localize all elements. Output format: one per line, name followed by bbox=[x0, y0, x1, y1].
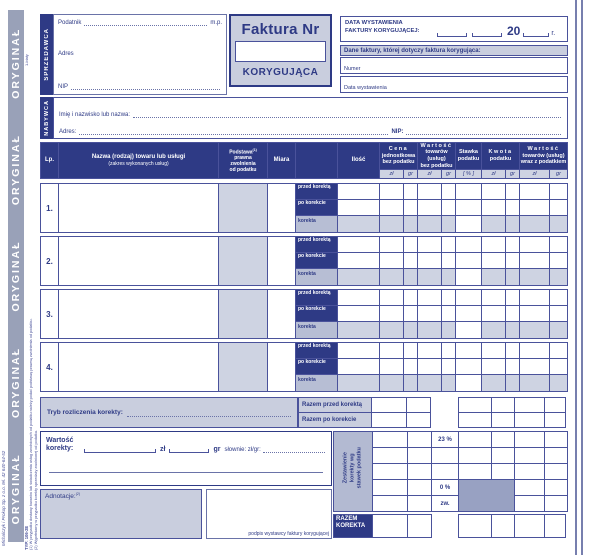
copy-label: ORYGINAŁ bbox=[10, 346, 22, 418]
cell[interactable] bbox=[380, 184, 403, 199]
cell[interactable] bbox=[418, 253, 441, 268]
cell[interactable] bbox=[520, 359, 549, 374]
podstawa-cell[interactable] bbox=[219, 237, 267, 285]
cell[interactable] bbox=[515, 413, 544, 427]
cell[interactable] bbox=[515, 480, 544, 495]
cell[interactable] bbox=[442, 306, 455, 321]
cell bbox=[338, 322, 379, 338]
unit-gr: gr bbox=[506, 170, 519, 178]
podatnik-label: Podatnik bbox=[58, 20, 82, 26]
cell[interactable] bbox=[520, 343, 549, 358]
unit-gr: gr bbox=[404, 170, 417, 178]
buyer-nip-line[interactable] bbox=[406, 127, 561, 135]
ref-date-input[interactable] bbox=[340, 76, 568, 93]
cell[interactable] bbox=[482, 200, 505, 215]
col-kwota: Kwota podatku bbox=[482, 143, 519, 169]
cell bbox=[550, 375, 567, 391]
cell[interactable] bbox=[373, 515, 407, 537]
cell bbox=[506, 322, 519, 338]
col-podstawa: Podstawa$^{(1)}$ prawna zwolnienia od podatku bbox=[219, 143, 267, 178]
cell bbox=[442, 216, 455, 232]
cell[interactable] bbox=[550, 343, 567, 358]
miara-cell[interactable] bbox=[268, 184, 295, 232]
table-row bbox=[40, 236, 568, 286]
buyer-section-label bbox=[40, 97, 53, 139]
ref-date-label: Data wystawienia bbox=[344, 85, 387, 91]
cell bbox=[380, 269, 403, 285]
cell[interactable] bbox=[373, 480, 407, 495]
label-przed-korekta: przed korektą bbox=[296, 290, 337, 305]
cell[interactable] bbox=[404, 290, 417, 305]
zl-label: zł bbox=[160, 446, 166, 454]
cell[interactable] bbox=[545, 464, 567, 479]
table-row bbox=[40, 183, 568, 233]
cell[interactable] bbox=[456, 237, 481, 252]
cell[interactable] bbox=[506, 253, 519, 268]
cell[interactable] bbox=[380, 200, 403, 215]
cell[interactable] bbox=[408, 515, 431, 537]
cell[interactable] bbox=[506, 184, 519, 199]
cell[interactable] bbox=[520, 253, 549, 268]
nazwa-cell[interactable] bbox=[59, 343, 218, 391]
label-po-korekcie: po korekcie bbox=[296, 306, 337, 321]
cell[interactable] bbox=[380, 343, 403, 358]
label-korekta: korekta bbox=[296, 375, 337, 391]
cell[interactable] bbox=[459, 413, 491, 427]
cell bbox=[520, 216, 549, 232]
issue-date-box bbox=[340, 16, 568, 42]
miara-cell[interactable] bbox=[268, 343, 295, 391]
tryb-box bbox=[40, 397, 298, 428]
cell[interactable] bbox=[456, 290, 481, 305]
podatnik-line[interactable] bbox=[84, 18, 207, 26]
podstawa-cell[interactable] bbox=[219, 343, 267, 391]
cell bbox=[404, 216, 417, 232]
podstawa-cell[interactable] bbox=[219, 184, 267, 232]
cell[interactable] bbox=[456, 359, 481, 374]
cell bbox=[404, 269, 417, 285]
cell[interactable] bbox=[373, 448, 407, 463]
col-wartosc-bez: Wartość towarów (usług) bez podatku bbox=[418, 143, 455, 169]
cell[interactable] bbox=[459, 432, 491, 447]
issue-date-label-l2: FAKTURY KORYGUJĄCEJ: bbox=[345, 28, 420, 34]
cell[interactable] bbox=[482, 184, 505, 199]
cell[interactable] bbox=[418, 290, 441, 305]
gr-label: gr bbox=[213, 446, 221, 454]
cell[interactable] bbox=[338, 306, 379, 321]
cell bbox=[520, 269, 549, 285]
rate-cell[interactable] bbox=[432, 464, 458, 479]
cell bbox=[442, 269, 455, 285]
razem-korekta-left bbox=[333, 514, 432, 538]
cell bbox=[482, 322, 505, 338]
cell bbox=[506, 216, 519, 232]
cell bbox=[338, 269, 379, 285]
cell[interactable] bbox=[550, 237, 567, 252]
cell[interactable] bbox=[482, 237, 505, 252]
label-po-korekcie: po korekcie bbox=[296, 359, 337, 374]
cell bbox=[418, 375, 441, 391]
col-ilosc: Ilość bbox=[338, 143, 379, 178]
cell[interactable] bbox=[482, 343, 505, 358]
wartosc-zl-field[interactable] bbox=[84, 445, 156, 453]
cell[interactable] bbox=[550, 359, 567, 374]
buyer-adres-label: Adres: bbox=[59, 129, 77, 135]
cell bbox=[418, 269, 441, 285]
perforation-line bbox=[575, 0, 577, 555]
rate-cell[interactable] bbox=[432, 448, 458, 463]
row-number: 4. bbox=[41, 343, 58, 391]
cell[interactable] bbox=[338, 237, 379, 252]
label-po-korekcie: po korekcie bbox=[296, 200, 337, 215]
cell bbox=[506, 375, 519, 391]
cell bbox=[418, 322, 441, 338]
wartosc-gr-field[interactable] bbox=[169, 445, 209, 453]
cell bbox=[418, 216, 441, 232]
cell[interactable] bbox=[372, 413, 406, 427]
cell[interactable] bbox=[482, 359, 505, 374]
cell[interactable] bbox=[380, 359, 403, 374]
cell[interactable] bbox=[492, 432, 514, 447]
miara-cell[interactable] bbox=[268, 237, 295, 285]
cell[interactable] bbox=[550, 290, 567, 305]
cell[interactable] bbox=[515, 464, 544, 479]
razem-po-label: Razem po korekcie bbox=[299, 413, 371, 427]
cell[interactable] bbox=[418, 306, 441, 321]
cell[interactable] bbox=[506, 290, 519, 305]
cell bbox=[550, 322, 567, 338]
footnote-2: (2) Wypełniamy w przypadku korekty sprzedaży zwolnionej od podatku. bbox=[34, 429, 38, 550]
adnotacje-box[interactable] bbox=[40, 489, 202, 539]
cell[interactable] bbox=[550, 306, 567, 321]
cell[interactable] bbox=[380, 290, 403, 305]
date-month-field[interactable] bbox=[472, 29, 502, 37]
cell[interactable] bbox=[515, 496, 544, 511]
cell[interactable] bbox=[404, 306, 417, 321]
cell bbox=[380, 322, 403, 338]
podstawa-cell[interactable] bbox=[219, 290, 267, 338]
label-przed-korekta: przed korektą bbox=[296, 343, 337, 358]
nazwa-cell[interactable] bbox=[59, 290, 218, 338]
buyer-adres-line[interactable] bbox=[79, 127, 388, 135]
cell[interactable] bbox=[338, 200, 379, 215]
miara-cell[interactable] bbox=[268, 290, 295, 338]
cell[interactable] bbox=[492, 515, 514, 537]
cell[interactable] bbox=[418, 200, 441, 215]
cell bbox=[482, 269, 505, 285]
wartosc-korekty-label: Wartość korekty: bbox=[46, 437, 74, 453]
tryb-line[interactable] bbox=[127, 409, 291, 417]
cell bbox=[404, 322, 417, 338]
col-miara: Miara bbox=[268, 143, 295, 178]
col-nazwa: Nazwa (rodzaj) towaru lub usługi (zakres wykonanych usług) bbox=[59, 143, 218, 178]
cell bbox=[404, 375, 417, 391]
form-type-code: TYP: 106-2E bbox=[24, 525, 29, 550]
rate-cell: zw. bbox=[432, 496, 458, 511]
cell[interactable] bbox=[418, 343, 441, 358]
cell[interactable] bbox=[515, 398, 544, 412]
unit-zl: zł bbox=[380, 170, 403, 178]
buyer-box bbox=[53, 97, 568, 139]
cell bbox=[520, 322, 549, 338]
cell bbox=[506, 269, 519, 285]
cell[interactable] bbox=[404, 359, 417, 374]
seller-adres-label: Adres bbox=[58, 51, 74, 57]
cell[interactable] bbox=[482, 253, 505, 268]
publisher-mark: Michalczyk i Prokop Sp. z o.o. tel. 42 640-64-52 bbox=[1, 450, 6, 546]
row-number: 2. bbox=[41, 237, 58, 285]
invoice-subtitle: KORYGUJĄCA bbox=[242, 67, 319, 78]
zestawienie-label: Zestawienie korekty wg stawek podatku bbox=[334, 432, 372, 511]
cell[interactable] bbox=[456, 253, 481, 268]
cell bbox=[338, 375, 379, 391]
copy-code: 1-biały bbox=[24, 54, 29, 66]
nazwa-cell[interactable] bbox=[59, 184, 218, 232]
date-year-field[interactable] bbox=[523, 29, 549, 37]
cell[interactable] bbox=[338, 359, 379, 374]
col-lp: Lp. bbox=[41, 143, 58, 178]
cell[interactable] bbox=[408, 480, 431, 495]
cell[interactable] bbox=[442, 200, 455, 215]
ref-number-label: Numer bbox=[344, 66, 361, 72]
cell[interactable] bbox=[545, 448, 567, 463]
year-suffix: r. bbox=[551, 30, 556, 37]
cell[interactable] bbox=[492, 448, 514, 463]
adnotacje-label: Adnotacje:$^{(2)}$ bbox=[45, 492, 80, 501]
buyer-section-text: NABYWCA bbox=[43, 100, 50, 136]
issue-date-label bbox=[345, 20, 437, 35]
cell bbox=[520, 375, 549, 391]
label-przed-korekta: przed korektą bbox=[296, 237, 337, 252]
unit-gr: gr bbox=[442, 170, 455, 178]
unit-pct: [ % ] bbox=[456, 170, 481, 178]
signature-box[interactable] bbox=[206, 489, 332, 539]
row-number: 1. bbox=[41, 184, 58, 232]
rate-cell: 0 % bbox=[432, 480, 458, 495]
cell bbox=[482, 216, 505, 232]
cell[interactable] bbox=[456, 184, 481, 199]
cell[interactable] bbox=[545, 398, 565, 412]
cell[interactable] bbox=[380, 306, 403, 321]
col-korekta-labels bbox=[296, 143, 337, 178]
cell[interactable] bbox=[442, 253, 455, 268]
cell[interactable] bbox=[515, 432, 544, 447]
cell[interactable] bbox=[404, 253, 417, 268]
tryb-label: Tryb rozliczenia korekty: bbox=[47, 409, 123, 416]
cell[interactable] bbox=[545, 413, 565, 427]
invoice-title: Faktura Nr bbox=[241, 21, 320, 38]
seller-box bbox=[53, 14, 227, 95]
ref-number-input[interactable] bbox=[340, 57, 568, 74]
buyer-nip-label: NIP: bbox=[391, 129, 404, 135]
razem-korekta-right bbox=[458, 514, 566, 538]
unit-zl: zł bbox=[520, 170, 549, 178]
cell[interactable] bbox=[380, 253, 403, 268]
cell[interactable] bbox=[545, 496, 567, 511]
cell[interactable] bbox=[456, 216, 481, 232]
cell[interactable] bbox=[442, 359, 455, 374]
cell[interactable] bbox=[407, 413, 430, 427]
copy-strip-labels bbox=[8, 10, 24, 542]
cell[interactable] bbox=[459, 398, 491, 412]
label-korekta: korekta bbox=[296, 216, 337, 232]
cell[interactable] bbox=[338, 290, 379, 305]
cell[interactable] bbox=[456, 269, 481, 285]
cell[interactable] bbox=[515, 448, 544, 463]
issue-date-label-l1: DATA WYSTAWIENIA bbox=[345, 20, 403, 27]
cell[interactable] bbox=[482, 306, 505, 321]
cell[interactable] bbox=[407, 398, 430, 412]
cell[interactable] bbox=[506, 200, 519, 215]
cell[interactable] bbox=[442, 237, 455, 252]
copy-label: ORYGINAŁ bbox=[10, 134, 22, 206]
cell[interactable] bbox=[515, 515, 544, 537]
label-korekta: korekta bbox=[296, 322, 337, 338]
cell[interactable] bbox=[404, 200, 417, 215]
cell bbox=[550, 269, 567, 285]
col-wartosc-wraz: Wartość towarów (usług) wraz z podatkiem bbox=[520, 143, 567, 169]
cell[interactable] bbox=[520, 200, 549, 215]
cell[interactable] bbox=[373, 496, 407, 511]
label-przed-korekta: przed korektą bbox=[296, 184, 337, 199]
cell bbox=[442, 322, 455, 338]
cell[interactable] bbox=[492, 464, 514, 479]
cell[interactable] bbox=[373, 432, 407, 447]
perforation-line bbox=[581, 0, 583, 555]
cell[interactable] bbox=[404, 237, 417, 252]
footnote-1: (1) W przypadku dostawy towarów lub świadczenia usług zwolnionych od podatku należy podać podstawę prawną zwolnienia od podatku. bbox=[29, 318, 33, 550]
label-korekta: korekta bbox=[296, 269, 337, 285]
cell[interactable] bbox=[404, 343, 417, 358]
cell[interactable] bbox=[408, 496, 431, 511]
cell[interactable] bbox=[520, 306, 549, 321]
cell[interactable] bbox=[338, 343, 379, 358]
cell bbox=[550, 216, 567, 232]
cell[interactable] bbox=[459, 515, 491, 537]
cell[interactable] bbox=[459, 464, 491, 479]
label-po-korekcie: po korekcie bbox=[296, 253, 337, 268]
signature-caption: podpis wystawcy faktury korygującej bbox=[248, 531, 329, 537]
razem-left-grid bbox=[298, 397, 431, 428]
cell[interactable] bbox=[338, 184, 379, 199]
cell[interactable] bbox=[372, 398, 406, 412]
wartosc-korekty-box bbox=[40, 431, 332, 486]
mp-label: m.p. bbox=[210, 20, 222, 26]
date-day-field[interactable] bbox=[437, 29, 467, 37]
copy-label: ORYGINAŁ bbox=[10, 27, 22, 99]
seller-nip-label: NIP bbox=[58, 84, 69, 90]
title-panel bbox=[229, 14, 332, 87]
slownie-line-2[interactable] bbox=[49, 472, 323, 473]
buyer-name-label: Imię i nazwisko lub nazwa: bbox=[59, 112, 131, 118]
blocked-cell bbox=[459, 480, 514, 511]
table-row bbox=[40, 342, 568, 392]
razem-korekta-label: RAZEM KOREKTA bbox=[334, 515, 372, 537]
cell[interactable] bbox=[456, 343, 481, 358]
rate-cell: 23 % bbox=[432, 432, 458, 447]
cell bbox=[380, 216, 403, 232]
cell bbox=[338, 216, 379, 232]
copy-label: ORYGINAŁ bbox=[10, 240, 22, 312]
cell[interactable] bbox=[418, 184, 441, 199]
invoice-number-input[interactable] bbox=[235, 41, 326, 62]
cell[interactable] bbox=[418, 237, 441, 252]
year-prefix: 20 bbox=[507, 24, 521, 39]
buyer-name-line[interactable] bbox=[133, 110, 561, 118]
seller-section-text: SPRZEDAWCA bbox=[43, 28, 50, 81]
cell[interactable] bbox=[506, 359, 519, 374]
cell[interactable] bbox=[520, 184, 549, 199]
cell[interactable] bbox=[408, 432, 431, 447]
cell[interactable] bbox=[338, 253, 379, 268]
cell[interactable] bbox=[442, 184, 455, 199]
cell[interactable] bbox=[520, 237, 549, 252]
cell[interactable] bbox=[545, 480, 567, 495]
cell[interactable] bbox=[404, 184, 417, 199]
cell[interactable] bbox=[380, 237, 403, 252]
table-header bbox=[40, 142, 568, 179]
cell bbox=[482, 375, 505, 391]
cell[interactable] bbox=[550, 200, 567, 215]
slownie-label: słownie: zł/gr: bbox=[224, 447, 261, 454]
table-body bbox=[40, 183, 568, 395]
ref-invoice-header: Dane faktury, której dotyczy faktura korygująca: bbox=[340, 45, 568, 56]
cell[interactable] bbox=[459, 448, 491, 463]
zestawienie-grid bbox=[333, 431, 568, 512]
razem-przed-label: Razem przed korektą bbox=[299, 398, 371, 412]
cell[interactable] bbox=[456, 375, 481, 391]
cell[interactable] bbox=[456, 200, 481, 215]
nazwa-cell[interactable] bbox=[59, 237, 218, 285]
unit-zl: zł bbox=[482, 170, 505, 178]
unit-gr: gr bbox=[550, 170, 567, 178]
cell[interactable] bbox=[550, 253, 567, 268]
cell[interactable] bbox=[545, 515, 565, 537]
row-number: 3. bbox=[41, 290, 58, 338]
cell[interactable] bbox=[482, 290, 505, 305]
cell[interactable] bbox=[520, 290, 549, 305]
col-stawka: Stawka podatku bbox=[456, 143, 481, 169]
cell[interactable] bbox=[418, 359, 441, 374]
cell[interactable] bbox=[408, 464, 431, 479]
table-row bbox=[40, 289, 568, 339]
cell[interactable] bbox=[456, 322, 481, 338]
razem-right-grid bbox=[458, 397, 566, 428]
cell[interactable] bbox=[506, 306, 519, 321]
copy-label: ORYGINAŁ bbox=[10, 453, 22, 525]
cell[interactable] bbox=[456, 306, 481, 321]
cell[interactable] bbox=[492, 413, 514, 427]
cell[interactable] bbox=[506, 343, 519, 358]
cell[interactable] bbox=[442, 343, 455, 358]
seller-section-label bbox=[40, 14, 53, 95]
seller-nip-line[interactable] bbox=[71, 82, 220, 90]
cell[interactable] bbox=[506, 237, 519, 252]
cell[interactable] bbox=[408, 448, 431, 463]
cell[interactable] bbox=[550, 184, 567, 199]
cell[interactable] bbox=[545, 432, 567, 447]
unit-zl: zł bbox=[418, 170, 441, 178]
cell[interactable] bbox=[373, 464, 407, 479]
cell bbox=[442, 375, 455, 391]
cell bbox=[380, 375, 403, 391]
col-cena: Cena jednostkowa bez podatku bbox=[380, 143, 417, 169]
slownie-line[interactable] bbox=[263, 445, 325, 453]
cell[interactable] bbox=[442, 290, 455, 305]
cell[interactable] bbox=[492, 398, 514, 412]
